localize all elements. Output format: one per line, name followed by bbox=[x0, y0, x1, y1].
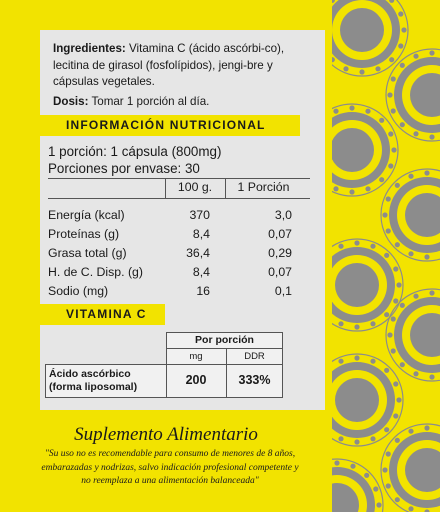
portion-line: 1 porción: 1 cápsula (800mg) bbox=[48, 144, 222, 159]
ingredients-list: Vitamina C (ácido ascórbi-co), lecitina de girasol (fosfolípidos), jengi-bre y cápsulas vegetales. bbox=[53, 42, 285, 88]
dose-text bbox=[53, 95, 209, 108]
table-row: Proteínas (g) 8,4 0,07 bbox=[48, 227, 292, 241]
vitamin-col-ddr: DDR bbox=[244, 351, 265, 362]
vitamin-col-mg: mg bbox=[189, 351, 203, 362]
col-header-100g: 100 g. bbox=[177, 180, 213, 194]
ingredients-text bbox=[53, 41, 315, 91]
decorative-pattern bbox=[332, 0, 440, 512]
table-row: Energía (kcal) 370 3,0 bbox=[48, 208, 292, 222]
col-header-portion: 1 Porción bbox=[237, 180, 290, 194]
portion-info bbox=[48, 143, 221, 177]
dose-label: Dosis: bbox=[53, 95, 89, 108]
table-header-line bbox=[48, 198, 310, 199]
table-row: Sodio (mg) 16 0,1 bbox=[48, 284, 292, 298]
supplement-title: Suplemento Alimentario bbox=[74, 424, 258, 445]
vitamin-mg-value: 200 bbox=[185, 373, 207, 387]
vitamin-row-name: Ácido ascórbico (forma liposomal) bbox=[49, 368, 138, 393]
dose-instructions: Tomar 1 porción al día. bbox=[91, 95, 210, 108]
servings-line: Porciones por envase: 30 bbox=[48, 161, 200, 176]
ingredients-label: Ingredientes: bbox=[53, 42, 126, 55]
citrus-pattern-icon bbox=[332, 0, 440, 512]
disclaimer-text: "Su uso no es recomendable para consumo de menores de 8 años, embarazadas y nodrizas, salvo indicación profesional competente y no reemplaza a una alimentación balanceada" bbox=[41, 449, 299, 486]
nutrition-info-header: INFORMACIÓN NUTRICIONAL bbox=[40, 115, 300, 136]
vitamin-group-header: Por porción bbox=[195, 334, 254, 346]
table-row: H. de C. Disp. (g) 8,4 0,07 bbox=[48, 265, 292, 279]
table-top-line bbox=[48, 178, 310, 179]
nutrition-panel bbox=[40, 30, 325, 410]
vitamin-ddr-value: 333% bbox=[238, 373, 271, 387]
table-row: Grasa total (g) 36,4 0,29 bbox=[48, 246, 292, 260]
vitamin-c-header: VITAMINA C bbox=[40, 304, 165, 325]
vitamin-header-split bbox=[166, 348, 283, 349]
